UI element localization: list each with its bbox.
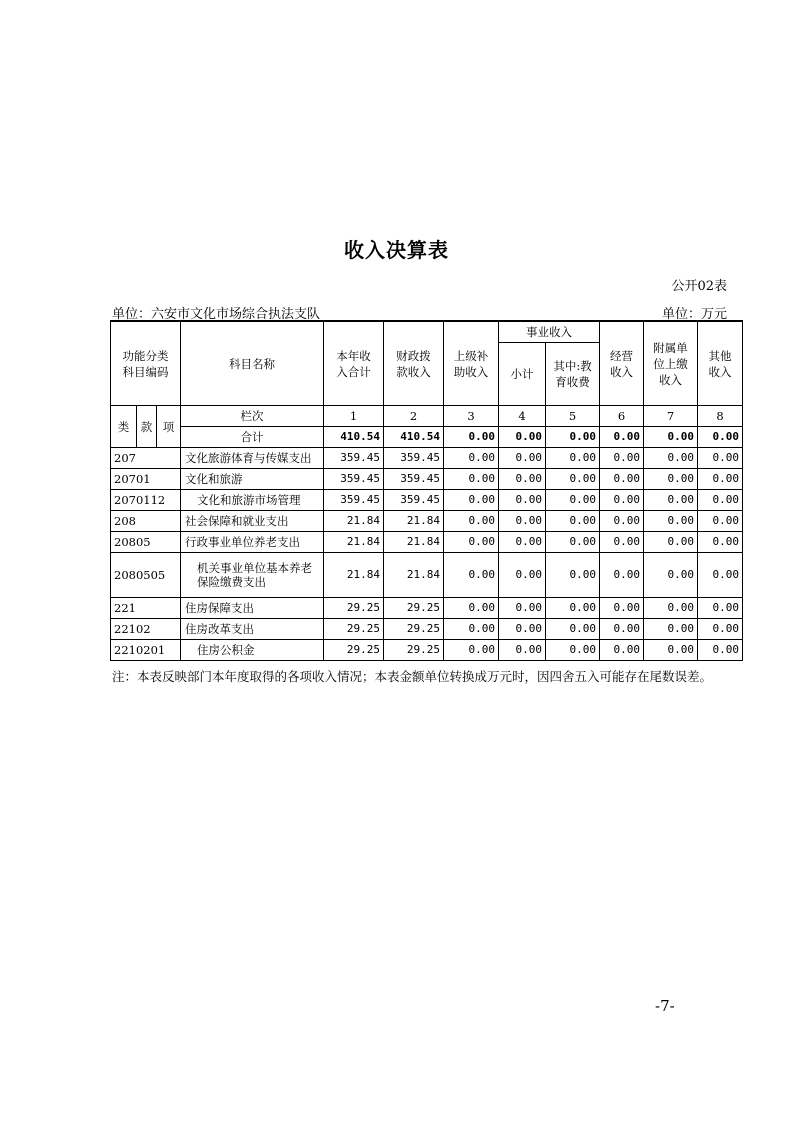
row-value: 0.00: [499, 640, 546, 661]
header-operating: 经营 收入: [600, 321, 644, 406]
table-row: [111, 448, 743, 469]
row-value: 0.00: [600, 490, 644, 511]
table-row: [111, 511, 743, 532]
total-value: 0.00: [644, 427, 698, 448]
row-value: 0.00: [444, 469, 499, 490]
header-xiang: 项: [157, 406, 181, 448]
table-row: [111, 553, 743, 598]
row-name: 住房公积金: [181, 640, 324, 661]
row-value: 29.25: [384, 619, 444, 640]
row-value: 0.00: [600, 469, 644, 490]
row-value: 0.00: [644, 619, 698, 640]
row-value: 0.00: [600, 619, 644, 640]
row-value: 21.84: [384, 553, 444, 598]
row-value: 0.00: [499, 490, 546, 511]
row-value: 0.00: [698, 469, 743, 490]
row-value: 21.84: [384, 511, 444, 532]
row-value: 0.00: [600, 553, 644, 598]
row-value: 0.00: [499, 553, 546, 598]
row-value: 0.00: [698, 598, 743, 619]
row-name: 文化旅游体育与传媒支出: [181, 448, 324, 469]
row-value: 0.00: [644, 532, 698, 553]
row-value: 0.00: [546, 553, 600, 598]
unit-label: 单位：六安市文化市场综合执法支队: [112, 307, 321, 322]
row-value: 0.00: [644, 490, 698, 511]
table-row: [111, 490, 743, 511]
col-num: 5: [546, 406, 600, 427]
row-value: 0.00: [644, 553, 698, 598]
header-subtotal: 小计: [499, 343, 546, 406]
col-num: 1: [324, 406, 384, 427]
total-value: 0.00: [546, 427, 600, 448]
row-value: 0.00: [546, 640, 600, 661]
row-value: 29.25: [384, 640, 444, 661]
total-value: 0.00: [499, 427, 546, 448]
row-value: 29.25: [324, 619, 384, 640]
row-value: 0.00: [546, 619, 600, 640]
header-subsidiary: 附属单 位上缴 收入: [644, 321, 698, 406]
row-value: 0.00: [499, 619, 546, 640]
row-value: 29.25: [324, 640, 384, 661]
total-row: [111, 427, 743, 448]
row-value: 0.00: [644, 640, 698, 661]
table-body: [111, 448, 743, 661]
row-value: 0.00: [698, 640, 743, 661]
footnote: 注：本表反映部门本年度取得的各项收入情况；本表金额单位转换成万元时，因四舍五入可能存在尾数误差。: [112, 669, 713, 684]
row-value: 0.00: [698, 511, 743, 532]
money-unit-label: 单位：万元: [661, 307, 727, 322]
row-value: 0.00: [444, 598, 499, 619]
row-code: 2210201: [111, 640, 181, 661]
row-value: 0.00: [444, 448, 499, 469]
form-number: 公开02表: [671, 279, 727, 294]
row-value: 359.45: [324, 448, 384, 469]
row-value: 29.25: [324, 598, 384, 619]
row-value: 0.00: [499, 469, 546, 490]
table-row: [111, 532, 743, 553]
row-code: 2080505: [111, 553, 181, 598]
row-value: 0.00: [444, 511, 499, 532]
row-name: 文化和旅游市场管理: [181, 490, 324, 511]
row-value: 0.00: [600, 532, 644, 553]
header-other: 其他 收入: [698, 321, 743, 406]
row-value: 0.00: [698, 553, 743, 598]
row-value: 359.45: [324, 469, 384, 490]
header-business-income: 事业收入: [499, 321, 600, 343]
table-row: [111, 598, 743, 619]
row-code: 208: [111, 511, 181, 532]
page-title: 收入决算表: [344, 238, 449, 262]
header-cat: 类: [111, 406, 137, 448]
row-value: 0.00: [546, 490, 600, 511]
col-num: 7: [644, 406, 698, 427]
row-value: 0.00: [644, 448, 698, 469]
row-value: 0.00: [499, 511, 546, 532]
row-value: 0.00: [546, 598, 600, 619]
col-num: 4: [499, 406, 546, 427]
row-value: 0.00: [600, 598, 644, 619]
row-code: 22102: [111, 619, 181, 640]
row-value: 0.00: [444, 640, 499, 661]
page-number: -7-: [655, 997, 675, 1015]
row-value: 21.84: [324, 532, 384, 553]
row-value: 0.00: [499, 448, 546, 469]
row-value: 0.00: [644, 469, 698, 490]
row-value: 0.00: [546, 532, 600, 553]
row-code: 207: [111, 448, 181, 469]
header-subject-name: 科目名称: [181, 321, 324, 406]
row-value: 0.00: [698, 532, 743, 553]
total-value: 0.00: [698, 427, 743, 448]
row-value: 0.00: [546, 511, 600, 532]
total-value: 410.54: [384, 427, 444, 448]
row-value: 0.00: [546, 469, 600, 490]
row-value: 21.84: [324, 511, 384, 532]
row-value: 0.00: [644, 511, 698, 532]
header-func-code: 功能分类 科目编码: [111, 321, 181, 406]
row-name: 社会保障和就业支出: [181, 511, 324, 532]
header-kuan: 款: [137, 406, 157, 448]
row-value: 359.45: [384, 448, 444, 469]
col-num: 3: [444, 406, 499, 427]
row-value: 0.00: [698, 490, 743, 511]
header-lanci: 栏次: [181, 406, 324, 427]
row-value: 21.84: [384, 532, 444, 553]
col-num: 2: [384, 406, 444, 427]
row-value: 0.00: [444, 490, 499, 511]
row-code: 221: [111, 598, 181, 619]
row-value: 0.00: [600, 448, 644, 469]
row-value: 0.00: [499, 532, 546, 553]
row-name: 机关事业单位基本养老保险缴费支出: [181, 553, 324, 598]
header-superior: 上级补 助收入: [444, 321, 499, 406]
row-value: 0.00: [644, 598, 698, 619]
row-name: 住房改革支出: [181, 619, 324, 640]
row-value: 0.00: [698, 619, 743, 640]
row-value: 0.00: [600, 640, 644, 661]
row-value: 359.45: [384, 469, 444, 490]
table-row: [111, 469, 743, 490]
row-code: 2070112: [111, 490, 181, 511]
row-value: 0.00: [444, 619, 499, 640]
row-value: 0.00: [546, 448, 600, 469]
row-value: 0.00: [600, 511, 644, 532]
row-value: 29.25: [384, 598, 444, 619]
row-name: 住房保障支出: [181, 598, 324, 619]
col-num: 6: [600, 406, 644, 427]
header-edu-fee: 其中:教 育收费: [546, 343, 600, 406]
row-code: 20701: [111, 469, 181, 490]
row-value: 0.00: [698, 448, 743, 469]
total-label: 合计: [181, 427, 324, 448]
total-value: 410.54: [324, 427, 384, 448]
header-fiscal: 财政拨 款收入: [384, 321, 444, 406]
row-value: 359.45: [324, 490, 384, 511]
total-value: 0.00: [444, 427, 499, 448]
table-row: [111, 619, 743, 640]
row-name: 文化和旅游: [181, 469, 324, 490]
row-code: 20805: [111, 532, 181, 553]
header-total: 本年收 入合计: [324, 321, 384, 406]
income-table: [110, 320, 743, 661]
col-num: 8: [698, 406, 743, 427]
row-value: 359.45: [384, 490, 444, 511]
row-value: 0.00: [499, 598, 546, 619]
row-value: 0.00: [444, 553, 499, 598]
table-row: [111, 640, 743, 661]
row-name: 行政事业单位养老支出: [181, 532, 324, 553]
row-value: 21.84: [324, 553, 384, 598]
total-value: 0.00: [600, 427, 644, 448]
row-value: 0.00: [444, 532, 499, 553]
header-row-1: [111, 321, 743, 343]
column-number-row: [111, 406, 743, 427]
